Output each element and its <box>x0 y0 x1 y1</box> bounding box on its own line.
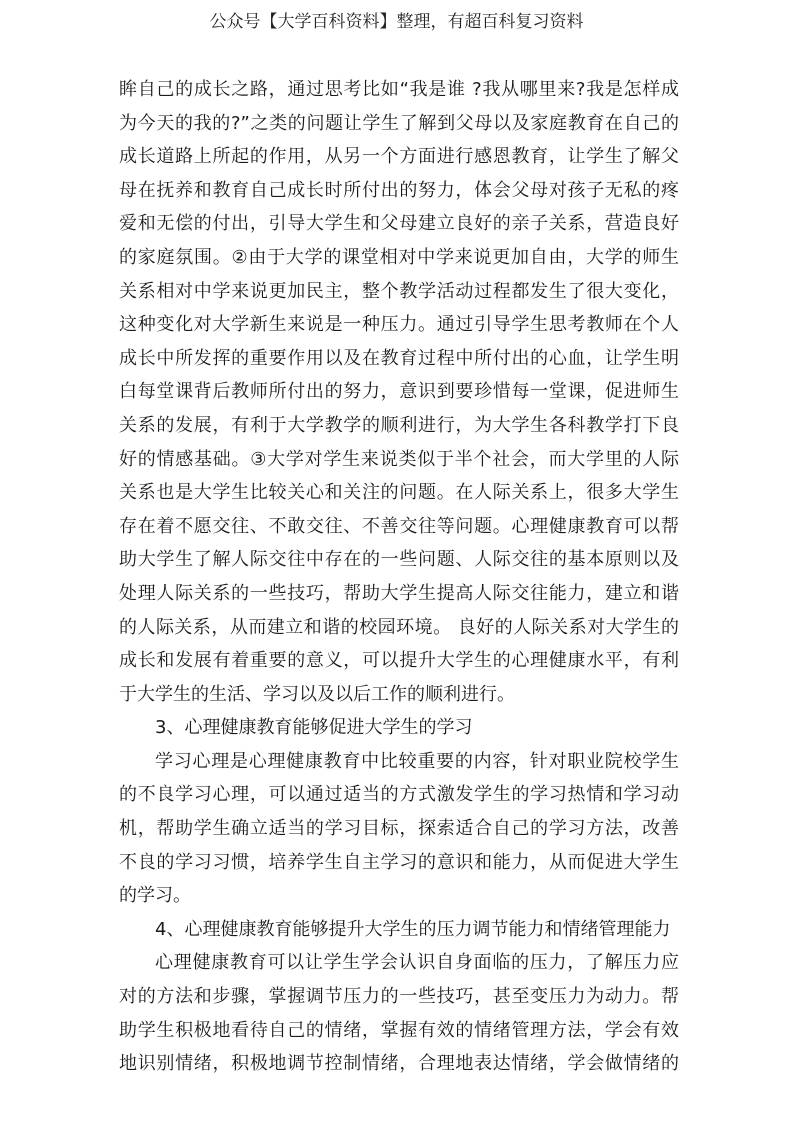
text-line: 的不良学习心理，可以通过适当的方式激发学生的学习热情和学习动 <box>119 784 679 806</box>
text-line: 处理人际关系的一些技巧，帮助大学生提高人际交往能力，建立和谐 <box>119 582 679 604</box>
text-line: 这种变化对大学新生来说是一种压力。通过引导学生思考教师在个人 <box>119 314 679 336</box>
text-line: 地识别情绪，积极地调节控制情绪，合理地表达情绪，学会做情绪的 <box>119 1053 679 1075</box>
text-line: 爱和无偿的付出，引导大学生和父母建立良好的亲子关系，营造良好 <box>119 213 679 235</box>
text-line: 不良的学习习惯，培养学生自主学习的意识和能力，从而促进大学生 <box>119 851 679 873</box>
text-line: 的学习。 <box>119 885 191 907</box>
text-line: 好的情感基础。③大学对学生来说类似于半个社会，而大学里的人际 <box>119 448 679 470</box>
text-line: 成长和发展有着重要的意义，可以提升大学生的心理健康水平，有利 <box>119 650 679 672</box>
section-heading: 3、心理健康教育能够促进大学生的学习 <box>155 717 473 739</box>
text-line: 机，帮助学生确立适当的学习目标，探索适合自己的学习方法，改善 <box>119 818 679 840</box>
text-line: 于大学生的生活、学习以及以后工作的顺利进行。 <box>119 683 515 705</box>
page-header: 公众号【大学百科资料】整理，有超百科复习资料 <box>209 12 584 32</box>
text-line: 关系也是大学生比较关心和关注的问题。在人际关系上，很多大学生 <box>119 482 679 504</box>
text-line: 成长中所发挥的重要作用以及在教育过程中所付出的心血，让学生明 <box>119 347 679 369</box>
text-line: 白每堂课背后教师所付出的努力，意识到要珍惜每一堂课，促进师生 <box>119 381 679 403</box>
text-line: 心理健康教育可以让学生学会认识自身面临的压力，了解压力应 <box>155 952 679 974</box>
text-line: 的家庭氛围。②由于大学的课堂相对中学来说更加自由，大学的师生 <box>119 246 679 268</box>
text-line: 关系相对中学来说更加民主，整个教学活动过程都发生了很大变化， <box>119 280 679 302</box>
text-line: 学习心理是心理健康教育中比较重要的内容，针对职业院校学生 <box>155 750 679 772</box>
text-line: 对的方法和步骤，掌握调节压力的一些技巧，甚至变压力为动力。帮 <box>119 986 679 1008</box>
text-line: 的人际关系，从而建立和谐的校园环境。 良好的人际关系对大学生的 <box>119 616 679 638</box>
text-line: 眸自己的成长之路，通过思考比如“我是谁 ?我从哪里来?我是怎样成 <box>119 79 679 100</box>
text-line: 存在着不愿交往、不敢交往、不善交往等问题。心理健康教育可以帮 <box>119 515 679 537</box>
document-body <box>119 73 679 1081</box>
text-line: 母在抚养和教育自己成长时所付出的努力，体会父母对孩子无私的疼 <box>119 179 679 201</box>
text-line: 为今天的我的?”之类的问题让学生了解到父母以及家庭教育在自己的 <box>119 112 679 134</box>
text-line: 助大学生了解人际交往中存在的一些问题、人际交往的基本原则以及 <box>119 549 679 571</box>
section-heading: 4、心理健康教育能够提升大学生的压力调节能力和情绪管理能力 <box>155 918 671 940</box>
text-line: 关系的发展，有利于大学教学的顺利进行，为大学生各科教学打下良 <box>119 414 679 436</box>
text-line: 助学生积极地看待自己的情绪，掌握有效的情绪管理方法，学会有效 <box>119 1019 679 1041</box>
text-line: 成长道路上所起的作用，从另一个方面进行感恩教育，让学生了解父 <box>119 146 679 168</box>
